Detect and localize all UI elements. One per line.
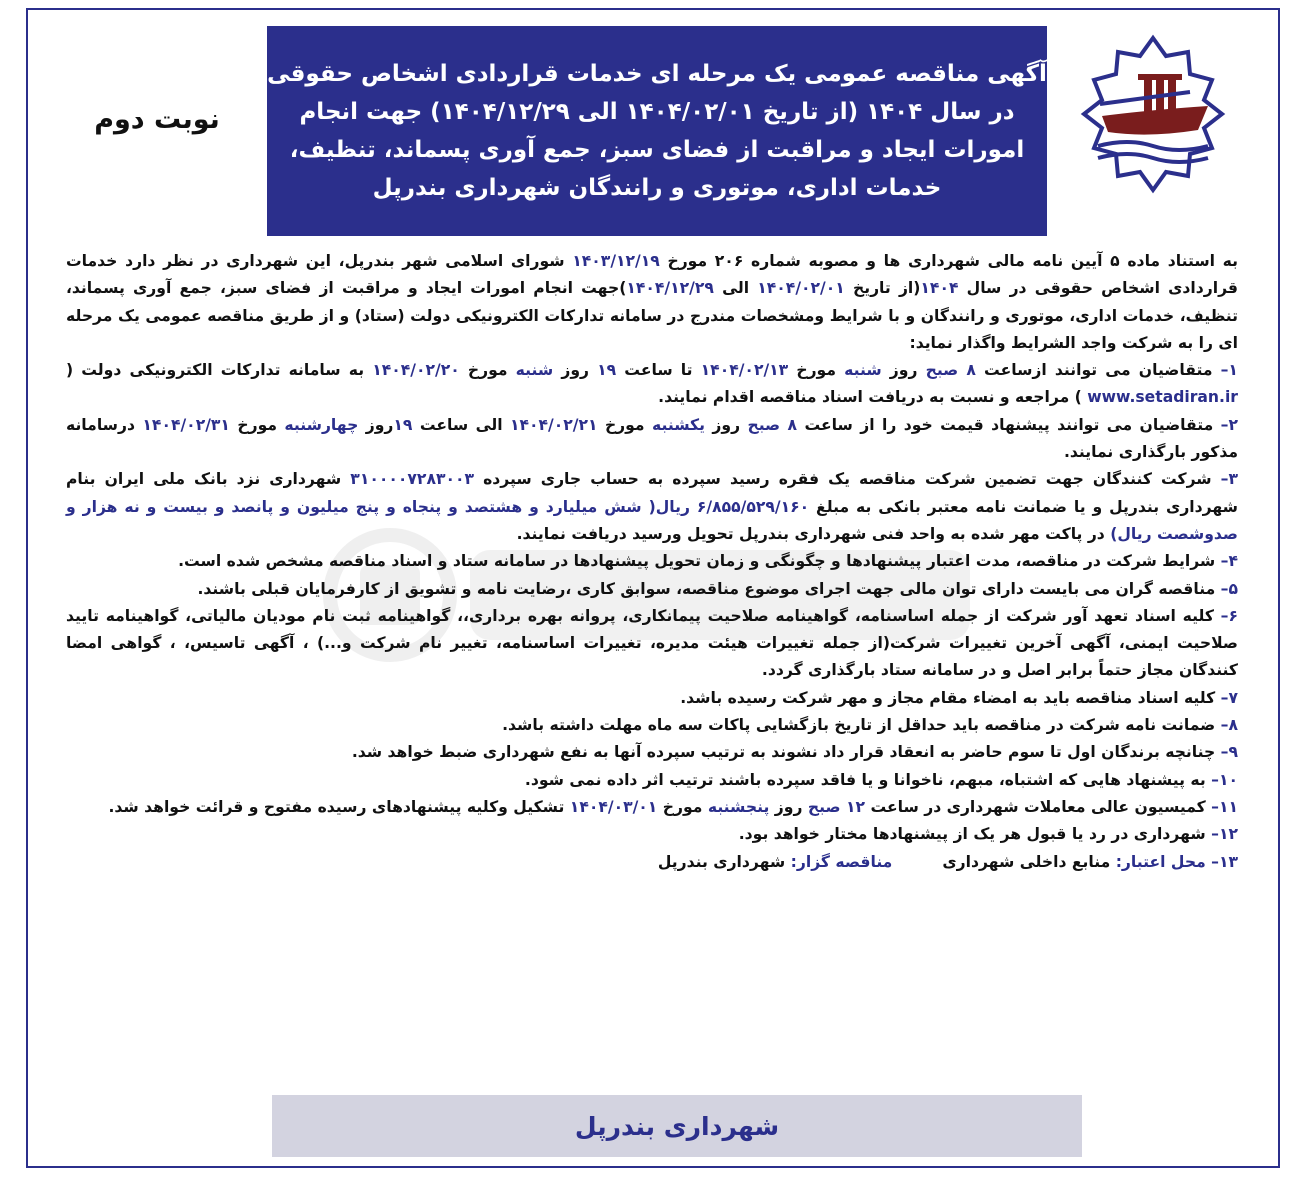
title-line-3: امورات ایجاد و مراقبت از فضای سبز، جمع آوری پسماند، تنظیف، xyxy=(289,137,1025,163)
highlight: ۸ صبح xyxy=(925,361,976,380)
highlight: ۱۹ xyxy=(393,415,413,434)
item-text: کلیه اسناد مناقصه باید به امضاء مقام مجاز و مهر شرکت رسیده باشد. xyxy=(680,688,1221,707)
item-text: روز xyxy=(769,797,808,816)
item-text: کمیسیون عالی معاملات شهرداری در ساعت xyxy=(865,797,1212,816)
item-5 xyxy=(66,576,1238,603)
item-10 xyxy=(66,767,1238,794)
ad-body xyxy=(66,248,1238,876)
item-text: روز xyxy=(881,361,926,380)
item-number: ۴– xyxy=(1220,552,1238,571)
highlight: پنجشنبه xyxy=(707,797,770,816)
tenderer-label: مناقصه گزار: xyxy=(790,852,893,871)
item-4 xyxy=(66,548,1238,575)
signature-box xyxy=(272,1095,1082,1157)
highlight: ۱۴۰۴/۰۳/۰۱ xyxy=(569,797,658,816)
item-number: ۱۱– xyxy=(1211,797,1238,816)
highlight: یکشنبه xyxy=(652,415,705,434)
highlight: شنبه xyxy=(515,361,554,380)
item-12 xyxy=(66,821,1238,848)
item-number: ۲– xyxy=(1220,415,1238,434)
item-13 xyxy=(66,849,1238,876)
item-text: شهرداری در رد یا قبول هر یک از پیشنهادها مختار خواهد بود. xyxy=(738,825,1212,844)
item-number: ۵– xyxy=(1220,579,1238,598)
item-number: ۶– xyxy=(1220,606,1238,625)
item-1 xyxy=(66,357,1238,412)
item-number: ۸– xyxy=(1220,716,1238,735)
item-number: ۷– xyxy=(1220,688,1238,707)
item-text: ) مراجعه و نسبت به دریافت اسناد مناقصه اقدام نمایند. xyxy=(658,388,1088,407)
item-text: متقاضیان می توانند ازساعت xyxy=(975,361,1221,380)
item-number: ۳– xyxy=(1220,470,1238,489)
municipality-logo-icon xyxy=(1078,34,1228,210)
setadiran-link[interactable]: www.setadiran.ir xyxy=(1087,388,1238,407)
highlight: ۱۹ xyxy=(597,361,617,380)
item-text: مورخ xyxy=(657,797,708,816)
item-text: مناقصه گران می بایست دارای توان مالی جهت اجرای موضوع مناقصه، سوابق کاری ،رضایت نامه و تشویق از کارفرمایان قبلی باشند. xyxy=(197,579,1221,598)
funding-value: منابع داخلی شهرداری xyxy=(942,852,1116,871)
item-text: به سامانه تدارکات الکترونیکی دولت ( xyxy=(66,361,373,380)
funding-label: محل اعتبار: xyxy=(1115,852,1212,871)
highlight: ۱۴۰۴/۰۲/۳۱ xyxy=(142,415,230,434)
intro-text-2: شورای اسلامی شهر بندرپل، این شهرداری در نظر دارد خدمات قراردادی اشخاص حقوقی در سال xyxy=(66,252,1238,298)
item-number: ۱– xyxy=(1220,361,1238,380)
round-label: نوبت دوم xyxy=(94,104,220,135)
title-line-4: خدمات اداری، موتوری و رانندگان شهرداری بندرپل xyxy=(372,175,942,201)
item-3 xyxy=(66,466,1238,548)
item-text: مورخ xyxy=(459,361,516,380)
start-date: ۱۴۰۴/۰۲/۰۱ xyxy=(757,279,845,298)
item-text: روز xyxy=(553,361,598,380)
highlight: ۸ صبح xyxy=(747,415,798,434)
item-9 xyxy=(66,739,1238,766)
highlight: ۱۲ صبح xyxy=(807,797,866,816)
item-number: ۱۰– xyxy=(1211,770,1238,789)
intro-text-1: به استناد ماده ۵ آیین نامه مالی شهرداری ها و مصوبه شماره ۲۰۶ مورخ xyxy=(659,252,1238,270)
item-number: ۱۳– xyxy=(1211,852,1238,871)
intro-text-5: )جهت انجام امورات ایجاد و مراقبت از فضای سبز، جمع آوری پسماند، تنظیف، خدمات اداری، موتوری و رانندگان و با شرایط ومشخصات مندرج در سامانه تدارکات الکترونیکی دولت (ستاد) و از طریق مناقصه عمومی یک مرحله ای را به شرکت واجد الشرایط واگذار نماید: xyxy=(66,279,1238,352)
item-text: شرکت کنندگان جهت تضمین شرکت مناقصه یک فقره رسید سپرده به حساب جاری سپرده xyxy=(474,470,1221,489)
highlight: ۱۴۰۴/۰۲/۲۰ xyxy=(372,361,460,380)
item-text: به پیشنهاد هایی که اشتباه، مبهم، ناخوانا و یا فاقد سپرده باشند ترتیب اثر داده نمی شود. xyxy=(524,770,1212,789)
item-text: شهرداری نزد بانک ملی ایران بنام شهرداری بندرپل و یا ضمانت نامه معتبر بانکی به مبلغ xyxy=(66,470,1238,516)
item-text: مورخ xyxy=(229,415,285,434)
signature-text: شهرداری بندرپل xyxy=(574,1111,780,1141)
item-text: تا ساعت xyxy=(616,361,701,380)
highlight: چهارشنبه xyxy=(284,415,359,434)
item-text: الی ساعت xyxy=(412,415,510,434)
tenderer-value: شهرداری بندرپل xyxy=(657,852,791,871)
item-text: مورخ xyxy=(597,415,652,434)
item-text: در پاکت مهر شده به واحد فنی شهرداری بندرپل تحویل ورسید دریافت نمایند. xyxy=(516,524,1111,543)
item-text: ضمانت نامه شرکت در مناقصه باید حداقل از تاریخ بازگشایی پاکات سه ماه مهلت داشته باشد. xyxy=(502,716,1221,735)
contract-year: ۱۴۰۴ xyxy=(920,279,959,298)
highlight: ۱۴۰۴/۰۲/۲۱ xyxy=(509,415,598,434)
item-7 xyxy=(66,685,1238,712)
item-number: ۹– xyxy=(1220,743,1238,762)
item-text: تشکیل وکلیه پیشنهادهای رسیده مفتوح و قرائت خواهد شد. xyxy=(108,797,570,816)
guarantee-amount: ۶/۸۵۵/۵۲۹/۱۶۰ ریال( شش میلیارد و هشتصد و پنجاه و پنج میلیون و پانصد و بیست و نه هزار و صدوشصت ریال) xyxy=(66,497,1238,543)
item-text: شرایط شرکت در مناقصه، مدت اعتبار پیشنهادها و چگونگی و زمان تحویل پیشنهادها در سامانه ستاد و اسناد مناقصه مشخص شده است. xyxy=(178,552,1221,571)
intro-text-3: (از تاریخ xyxy=(844,279,921,298)
item-6 xyxy=(66,603,1238,685)
council-date: ۱۴۰۳/۱۲/۱۹ xyxy=(572,252,660,270)
highlight: ۱۴۰۴/۰۲/۱۳ xyxy=(700,361,789,380)
item-text: متقاضیان می توانند پیشنهاد قیمت خود را از ساعت xyxy=(797,415,1221,434)
item-text: کلیه اسناد تعهد آور شرکت از جمله اساسنامه، گواهینامه صلاحیت پیمانکاری، پروانه بهره برداری،، گواهینامه ثبت نام مودیان مالیاتی، گواهینامه تایید صلاحیت ایمنی، آگهی آخرین تغییرات شرکت(از جمله تغییرات هیئت مدیره، تغییرات اساسنامه، تغییر نام شرکت و...) ، آگهی تاسیس، ، گواهی امضا کنندگان مجاز حتماً برابر اصل و در سامانه ستاد بارگذاری گردد. xyxy=(66,606,1238,680)
title-box xyxy=(267,26,1047,236)
intro-text-4: الی xyxy=(713,279,758,298)
title-line-2: در سال ۱۴۰۴ (از تاریخ ۱۴۰۴/۰۲/۰۱ الی ۱۴۰۴/۱۲/۲۹) جهت انجام xyxy=(299,99,1015,125)
item-2 xyxy=(66,412,1238,467)
item-number: ۱۲– xyxy=(1211,825,1238,844)
highlight: شنبه xyxy=(844,361,882,380)
item-text: درسامانه مذکور بارگذاری نمایند. xyxy=(66,415,1238,462)
intro-paragraph xyxy=(66,248,1238,357)
item-text: روز xyxy=(704,415,748,434)
item-text: روز xyxy=(358,415,394,434)
title-line-1: آگهی مناقصه عمومی یک مرحله ای خدمات قراردادی اشخاص حقوقی xyxy=(267,61,1047,87)
item-11 xyxy=(66,794,1238,821)
end-date: ۱۴۰۴/۱۲/۲۹ xyxy=(626,279,714,298)
item-text: چنانچه برندگان اول تا سوم حاضر به انعقاد قرار داد نشوند به ترتیب سپرده آنها به نفع شهرداری ضبط خواهد شد. xyxy=(351,743,1221,762)
account-number: ۳۱۰۰۰۰۷۲۸۳۰۰۳ xyxy=(350,470,475,489)
item-8 xyxy=(66,712,1238,739)
item-text: مورخ xyxy=(788,361,845,380)
